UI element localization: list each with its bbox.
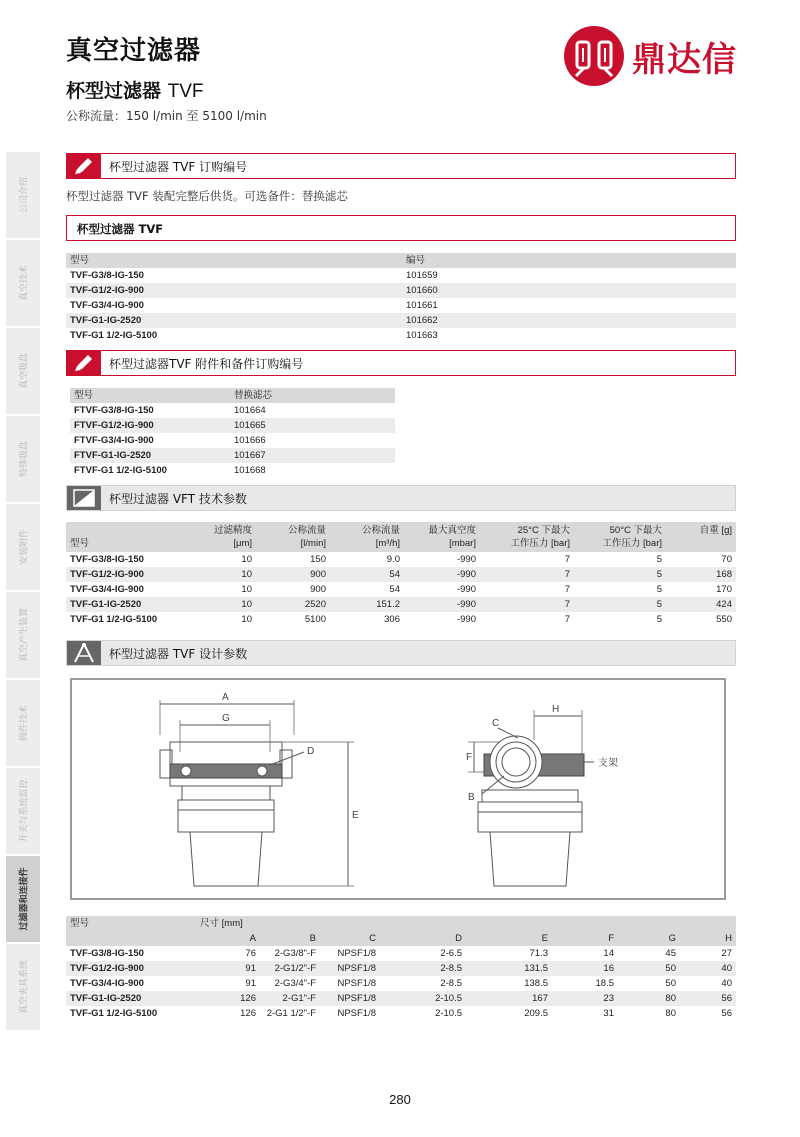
table-row: TVF-G3/8-IG-150 10 150 9.0 -990 7 5 70: [66, 552, 736, 567]
page-title: 真空过滤器: [66, 36, 202, 66]
flow-note: 公称流量：150 l/min 至 5100 l/min: [66, 109, 267, 123]
side-tabs: [6, 152, 40, 1032]
table-row: FTVF-G3/4-IG-900 101666: [70, 433, 395, 448]
dim-label-d: D: [307, 746, 315, 757]
table-row: FTVF-G1 1/2-IG-5100 101668: [70, 463, 395, 478]
side-tab[interactable]: 真空吸盘: [6, 328, 40, 416]
subsection-title: 杯型过滤器 TVF: [77, 222, 164, 236]
table-row: TVF-G3/8-IG-150 101659: [66, 268, 736, 283]
section-order-header: [66, 153, 736, 179]
table-row: TVF-G3/4-IG-900 10 900 54 -990 7 5 170: [66, 582, 736, 597]
section-title: 杯型过滤器TVF 附件和备件订购编号: [109, 357, 304, 371]
table-row: TVF-G1-IG-2520 126 2-G1"-F NPSF1/8 2-10.5 167 23 80 56: [66, 991, 736, 1006]
spare-parts-table: 型号 替换滤芯 FTVF-G3/8-IG-150 101664 FTVF-G1/2-IG-900 101665 FTVF-G3/4-IG-900 101666 FTVF-G1-IG-2520 101667 FTVF-G1 1/2-IG-5100 101668: [70, 388, 395, 478]
bracket-label: 支架: [598, 758, 618, 769]
dim-label-h: H: [552, 704, 560, 715]
side-tab[interactable]: 公司介绍: [6, 152, 40, 240]
dim-label-e: E: [352, 810, 359, 821]
table-row: TVF-G3/4-IG-900 101661: [66, 298, 736, 313]
section-title: 杯型过滤器 TVF 订购编号: [109, 160, 248, 174]
table-row: FTVF-G1/2-IG-900 101665: [70, 418, 395, 433]
order-note: 杯型过滤器 TVF 装配完整后供货。可选备件：替换滤芯: [66, 189, 348, 203]
dim-label-a: A: [222, 692, 229, 703]
subsection-header: [66, 215, 736, 241]
table-row: TVF-G1-IG-2520 10 2520 151.2 -990 7 5 424: [66, 597, 736, 612]
side-tab[interactable]: 真空产生装置: [6, 592, 40, 680]
table-row: TVF-G1 1/2-IG-5100 126 2-G1 1/2"-F NPSF1/8 2-10.5 209.5 31 80 56: [66, 1006, 736, 1021]
dimension-table: 型号 尺寸 [mm] A B C D E F G H TVF-G3/8-IG-150 76 2-G3/8"-F NPSF1/8 2-6.5 71.3 14 45 27 TVF-G1/2-IG-900 91 2-G1/2"-F NPSF1/8 2-8.5 131.5 16 50 40 TVF-G3/4-IG-900 91 2-G3/4"-F NPSF1/8 2-8.5 138.5 18.5 50 40 TVF-G1-IG-2520 126 2-G1"-F NPSF1/8 2-10.5 167 23 80 56 TVF-G1 1/2-IG-5100 126 2-G1 1/2"-F NPSF1/8 2-10.5 209.5 31 80 56: [66, 916, 736, 1021]
section-tech-header: [66, 485, 736, 511]
table-row: TVF-G1-IG-2520 101662: [66, 313, 736, 328]
subtitle-code: TVF: [167, 81, 204, 102]
chart-icon: [67, 486, 101, 510]
table-row: FTVF-G3/8-IG-150 101664: [70, 403, 395, 418]
side-tab[interactable]: 阀件技术: [6, 680, 40, 768]
section-design-header: [66, 640, 736, 666]
dim-label-c: C: [492, 718, 500, 729]
order-table: 型号 编号 TVF-G3/8-IG-150 101659 TVF-G1/2-IG-900 101660 TVF-G3/4-IG-900 101661 TVF-G1-IG-2520 101662 TVF-G1 1/2-IG-5100 101663: [66, 253, 736, 343]
table-row: TVF-G3/4-IG-900 91 2-G3/4"-F NPSF1/8 2-8.5 138.5 18.5 50 40: [66, 976, 736, 991]
table-row: TVF-G1/2-IG-900 101660: [66, 283, 736, 298]
page-subtitle: [66, 76, 204, 103]
subtitle-cn: 杯型过滤器: [66, 80, 162, 102]
table-row: TVF-G1 1/2-IG-5100 10 5100 306 -990 7 5 550: [66, 612, 736, 627]
tech-table: 型号 过滤精度 [μm] 公称流量 [l/min] 公称流量 [m³/h] 最大真空度 [mbar] 25°C 下最大 工作压力 [bar] 50°C 下最大 工作压力 [bar] 自重 [g] TVF-G3/8-IG-150 10 150 9.0 -990 7 5 70 TVF-G1/2-IG-900 10 900 54 -990 7 5 168 TVF-G3/4-IG-900 10 900 54 -990 7 5 170 TVF-G1-IG-2520 10 2520 151.2 -990 7 5 424 TVF-G1 1/2-IG-5100 10 5100 306 -990 7 5 550: [66, 522, 736, 627]
pencil-icon: [67, 154, 101, 178]
dim-label-b: B: [468, 792, 475, 803]
section-accessories-header: [66, 350, 736, 376]
table-row: TVF-G1 1/2-IG-5100 101663: [66, 328, 736, 343]
compass-icon: [67, 641, 101, 665]
table-row: TVF-G3/8-IG-150 76 2-G3/8"-F NPSF1/8 2-6.5 71.3 14 45 27: [66, 946, 736, 961]
side-tab-active[interactable]: 过滤器和连接件: [6, 856, 40, 944]
side-tab[interactable]: 特殊吸盘: [6, 416, 40, 504]
table-row: TVF-G1/2-IG-900 10 900 54 -990 7 5 168: [66, 567, 736, 582]
page-number: 280: [389, 1092, 411, 1107]
section-title: 杯型过滤器 TVF 设计参数: [109, 647, 248, 661]
pencil-icon: [67, 351, 101, 375]
technical-drawing: [70, 678, 726, 900]
table-row: FTVF-G1-IG-2520 101667: [70, 448, 395, 463]
side-tab[interactable]: 真空技术: [6, 240, 40, 328]
filter-drawing: [72, 680, 724, 898]
table-row: TVF-G1/2-IG-900 91 2-G1/2"-F NPSF1/8 2-8.5 131.5 16 50 40: [66, 961, 736, 976]
brand-name: 鼎达信: [632, 40, 737, 80]
section-title: 杯型过滤器 VFT 技术参数: [109, 492, 247, 506]
dim-label-g: G: [222, 713, 230, 724]
side-tab[interactable]: 真空夹具系统: [6, 944, 40, 1032]
side-tab[interactable]: 安装附件: [6, 504, 40, 592]
side-tab[interactable]: 开关与系统监控: [6, 768, 40, 856]
dim-label-f: F: [466, 752, 473, 763]
